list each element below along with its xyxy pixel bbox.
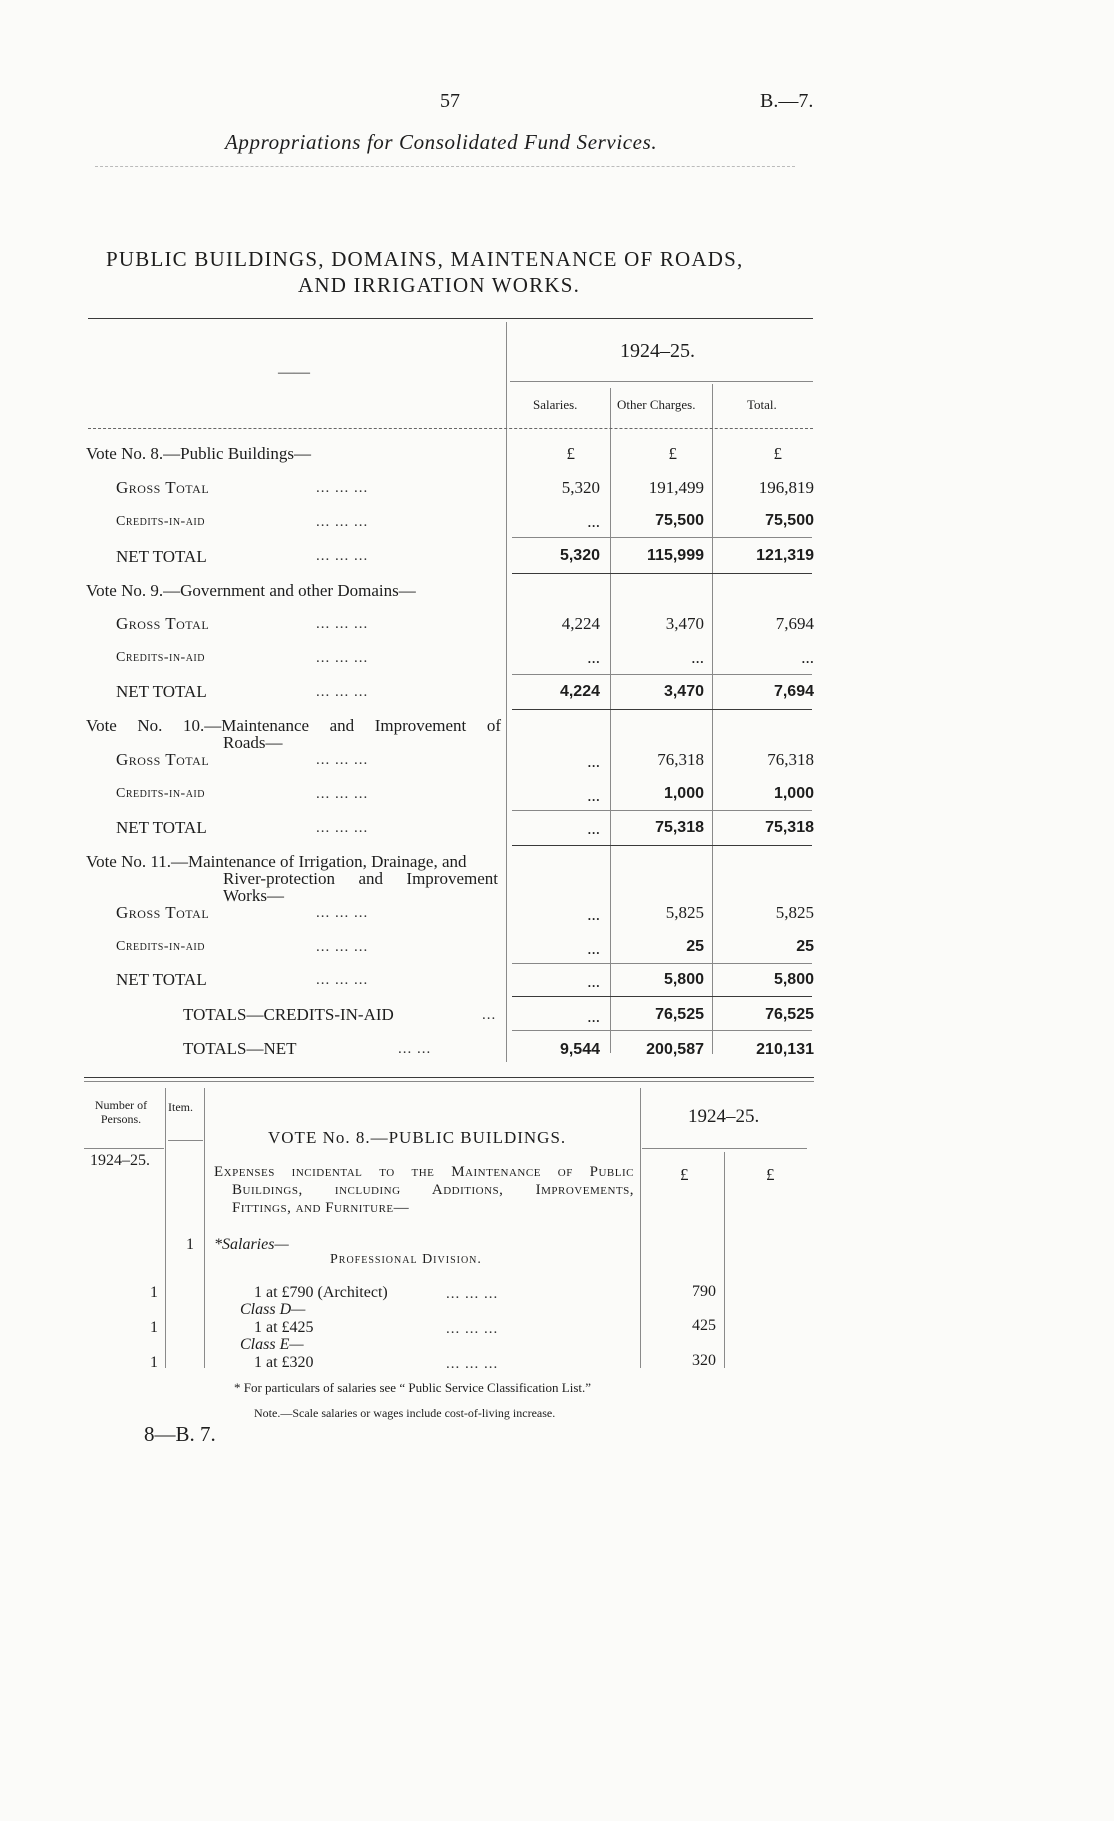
row-2-text: 1 at £425: [254, 1319, 314, 1336]
stub-dash: ——: [278, 364, 310, 381]
vote-11-net-label: NET TOTAL: [116, 970, 207, 989]
persons-header-rule: [84, 1148, 164, 1149]
dots: ... ... ...: [446, 1321, 499, 1337]
dots: ... ... ...: [446, 1356, 499, 1372]
totals-net-other: 200,587: [646, 1041, 704, 1058]
vote-8-credits-label: Credits-in-aid: [116, 514, 205, 529]
section-title-line1: PUBLIC BUILDINGS, DOMAINS, MAINTENANCE OF ROADS,: [106, 247, 744, 271]
vote-11-gross-salaries: ...: [587, 905, 600, 924]
vote-11-credits-salaries: ...: [587, 939, 600, 958]
row-2-amount: 425: [692, 1317, 716, 1334]
footnote: * For particulars of salaries see “ Public Service Classification List.”: [234, 1380, 592, 1395]
table-top-rule: [88, 318, 813, 319]
totals-credits-other: 76,525: [655, 1006, 704, 1023]
currency-total: £: [773, 444, 782, 463]
vote-10-credits-salaries: ...: [587, 786, 600, 805]
dots: ... ... ...: [316, 939, 369, 955]
dots: ... ... ...: [316, 548, 369, 564]
vote-9-gross-other: 3,470: [665, 614, 704, 633]
col-header-rule: [88, 428, 813, 429]
document-reference: B.—7.: [760, 90, 814, 112]
row-1-persons: 1: [150, 1284, 158, 1301]
vote-8-net-label: NET TOTAL: [116, 547, 207, 566]
dots: ... ... ...: [316, 684, 369, 700]
vote-11-title-line3: Works—: [223, 886, 284, 905]
dots: ...: [482, 1007, 497, 1023]
row-3-text: 1 at £320: [254, 1354, 314, 1371]
dots: ... ...: [398, 1041, 432, 1057]
col-divider-2: [712, 384, 713, 1054]
col-header-persons: Number of Persons.: [94, 1098, 148, 1126]
vote-8-net-salaries: 5,320: [559, 547, 600, 564]
detail-col-divider-1: [640, 1088, 641, 1368]
dots: ... ... ...: [316, 972, 369, 988]
vote-11-gross-other: 5,825: [665, 903, 704, 922]
vote-9-net-salaries: 4,224: [559, 683, 600, 700]
vote-11-credits-other: 25: [686, 938, 704, 955]
vote-10-net-other: 75,318: [655, 819, 704, 836]
vote-11-net-salaries: ...: [587, 972, 600, 991]
totals-credits-label: TOTALS—CREDITS-IN-AID: [183, 1005, 394, 1024]
dots: ... ... ...: [446, 1286, 499, 1302]
detail-currency-1: £: [680, 1165, 689, 1184]
vote-11-credits-total: 25: [796, 938, 814, 955]
table-bottom-rule-2: [84, 1081, 814, 1082]
vote-8-net-other: 115,999: [647, 547, 704, 564]
vote-10-credits-label: Credits-in-aid: [116, 786, 205, 801]
col-header-total: Total.: [747, 397, 777, 412]
vote-10-gross-label: Gross Total: [116, 750, 210, 769]
col-header-item: Item.: [168, 1100, 193, 1114]
detail-col-divider-2: [724, 1152, 725, 1368]
col-header-salaries: Salaries.: [533, 397, 578, 412]
totals-net-salaries: 9,544: [559, 1041, 600, 1058]
vote-10-net-salaries: ...: [587, 819, 600, 838]
vote-8-title: Vote No. 8.—Public Buildings—: [86, 444, 311, 463]
vote-8-credits-total: 75,500: [765, 512, 814, 529]
vote-11-credits-label: Credits-in-aid: [116, 939, 205, 954]
vote-8-gross-salaries: 5,320: [561, 478, 600, 497]
vote-8-subtotal-rule: [512, 537, 812, 538]
year-heading: 1924–25.: [620, 340, 695, 362]
row-3-class: Class E—: [240, 1336, 304, 1353]
row-2-class: Class D—: [240, 1301, 306, 1318]
vote-10-title-line1: Vote No. 10.—Maintenance and Improvement of: [86, 716, 501, 735]
totals-credits-salaries: ...: [587, 1007, 600, 1026]
vote-8-gross-other: 191,499: [648, 478, 704, 497]
vote-11-gross-total: 5,825: [775, 903, 814, 922]
division-label: Professional Division.: [330, 1252, 482, 1267]
dots: ... ... ...: [316, 786, 369, 802]
page-number: 57: [440, 90, 460, 112]
vote-10-gross-salaries: ...: [587, 752, 600, 771]
vote-11-subtotal-rule: [512, 963, 812, 964]
totals-net-total: 210,131: [756, 1041, 814, 1058]
vote-8-gross-label: Gross Total: [116, 478, 210, 497]
persons-column-divider: [165, 1088, 166, 1368]
vote-8-net-total: 121,319: [756, 547, 814, 564]
detail-description-line3: Fittings, and Furniture—: [232, 1200, 410, 1216]
vote-9-subtotal-rule: [512, 674, 812, 675]
vote-10-net-total: 75,318: [765, 819, 814, 836]
vote-9-net-total: 7,694: [773, 683, 814, 700]
vote-9-credits-total: ...: [801, 648, 814, 667]
vote-8-credits-other: 75,500: [655, 512, 704, 529]
vote-10-credits-total: 1,000: [773, 785, 814, 802]
item-column-divider: [204, 1088, 205, 1368]
vote-9-gross-salaries: 4,224: [561, 614, 600, 633]
vote-10-subtotal-rule: [512, 810, 812, 811]
vote-9-net-other: 3,470: [663, 683, 704, 700]
vote-11-gross-label: Gross Total: [116, 903, 210, 922]
vote-10-credits-other: 1,000: [663, 785, 704, 802]
detail-description-line2: Buildings, including Additions, Improvements,: [232, 1182, 634, 1198]
vote-9-credits-label: Credits-in-aid: [116, 650, 205, 665]
persons-year: 1924–25.: [90, 1152, 150, 1169]
detail-description-line1: Expenses incidental to the Maintenance of Public: [214, 1164, 634, 1180]
dots: ... ... ...: [316, 480, 369, 496]
dots: ... ... ...: [316, 616, 369, 632]
detail-currency-2: £: [766, 1165, 775, 1184]
col-divider-1: [610, 388, 611, 1053]
table-bottom-rule: [84, 1077, 814, 1078]
vote-9-credits-salaries: ...: [587, 648, 600, 667]
header-rule: [95, 166, 795, 167]
dots: ... ... ...: [316, 514, 369, 530]
vote-9-total-rule: [512, 709, 812, 710]
totals-rule: [512, 1030, 812, 1031]
vote-10-title-line2: Roads—: [223, 733, 283, 752]
dots: ... ... ...: [316, 905, 369, 921]
page-subtitle: Appropriations for Consolidated Fund Services.: [225, 130, 658, 154]
detail-heading: VOTE No. 8.—PUBLIC BUILDINGS.: [268, 1128, 567, 1147]
vote-8-credits-salaries: ...: [587, 512, 600, 531]
year-rule: [510, 381, 813, 382]
vote-11-total-rule: [512, 996, 812, 997]
vote-10-net-label: NET TOTAL: [116, 818, 207, 837]
vote-10-total-rule: [512, 845, 812, 846]
totals-credits-total: 76,525: [765, 1006, 814, 1023]
vote-10-gross-total: 76,318: [767, 750, 814, 769]
vote-9-credits-other: ...: [691, 648, 704, 667]
totals-net-label: TOTALS—NET: [183, 1039, 297, 1058]
vote-9-net-label: NET TOTAL: [116, 682, 207, 701]
col-header-other-charges: Other Charges.: [617, 397, 696, 412]
row-3-amount: 320: [692, 1352, 716, 1369]
dots: ... ... ...: [316, 752, 369, 768]
label-column-divider: [506, 322, 507, 1062]
vote-11-title-line1: Vote No. 11.—Maintenance of Irrigation, Drainage, and: [86, 852, 467, 871]
row-3-persons: 1: [150, 1354, 158, 1371]
row-1-amount: 790: [692, 1283, 716, 1300]
row-2-persons: 1: [150, 1319, 158, 1336]
note: Note.—Scale salaries or wages include cost-of-living increase.: [254, 1406, 556, 1420]
item-header-rule: [168, 1140, 203, 1141]
detail-year-heading: 1924–25.: [688, 1106, 760, 1127]
footer-signature: 8—B. 7.: [144, 1422, 216, 1446]
vote-11-title-line2: River-protection and Improvement: [223, 869, 498, 888]
item-number: 1: [186, 1236, 194, 1253]
vote-11-net-total: 5,800: [773, 971, 814, 988]
section-title-line2: AND IRRIGATION WORKS.: [298, 273, 581, 297]
vote-9-gross-label: Gross Total: [116, 614, 210, 633]
vote-10-gross-other: 76,318: [657, 750, 704, 769]
currency-other: £: [668, 444, 677, 463]
dots: ... ... ...: [316, 650, 369, 666]
dots: ... ... ...: [316, 820, 369, 836]
vote-9-title: Vote No. 9.—Government and other Domains—: [86, 581, 416, 600]
vote-9-gross-total: 7,694: [775, 614, 814, 633]
vote-8-gross-total: 196,819: [758, 478, 814, 497]
salaries-label: *Salaries—: [214, 1236, 289, 1253]
detail-year-rule: [642, 1148, 807, 1149]
vote-11-net-other: 5,800: [663, 971, 704, 988]
currency-salaries: £: [566, 444, 575, 463]
row-1-text: 1 at £790 (Architect): [254, 1284, 388, 1301]
vote-8-total-rule: [512, 573, 812, 574]
